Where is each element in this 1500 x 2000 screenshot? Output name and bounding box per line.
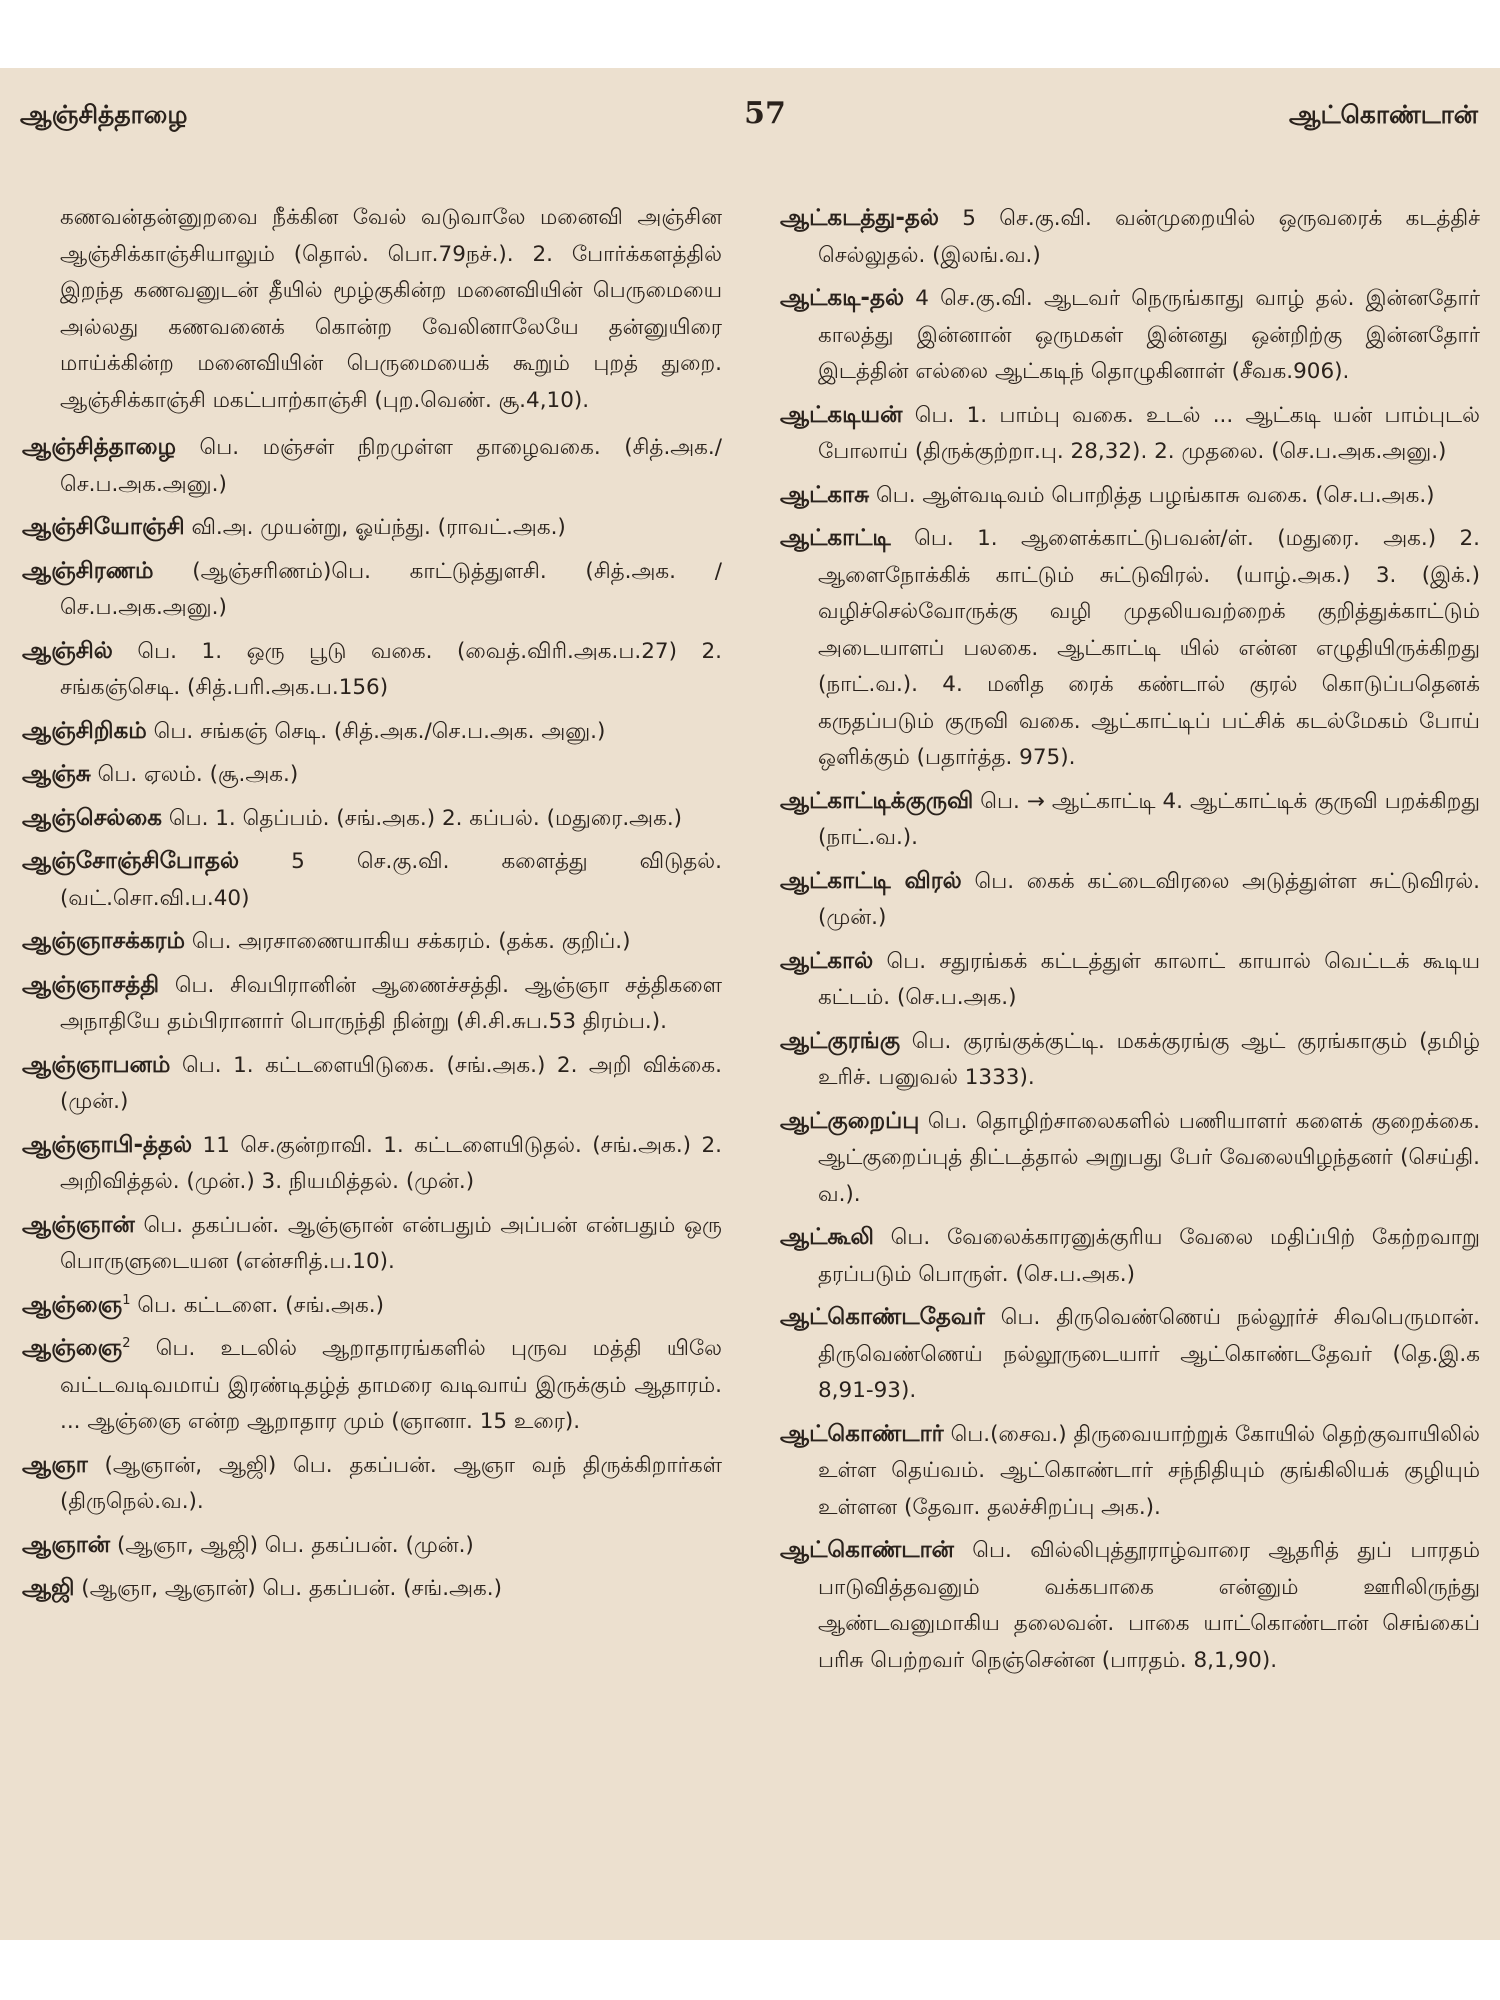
entry-definition: பெ. சங்கஞ் செடி. (சித்.அக./செ.ப.அக. அனு.) (146, 718, 606, 744)
entry-definition: வி.அ. முயன்று, ஓய்ந்து. (ராவட்.அக.) (184, 515, 566, 540)
dictionary-entry (22, 1330, 722, 1441)
entry-definition: பெ. 1. தெப்பம். (சங்.அக.) 2. கப்பல். (மதுரை.அக.) (162, 805, 683, 831)
entry-headword: ஆஞான் (22, 1531, 111, 1558)
dictionary-entry (22, 553, 722, 627)
dictionary-entry (22, 429, 722, 503)
entry-definition: பெ. திருவெண்ணெய் நல்லூர்ச் சிவபெருமான். திருவெண்ணெய் நல்லூருடையார் ஆட்கொண்டதேவர் (தெ.இ.க 8,91-93). (818, 1305, 1480, 1403)
entry-definition: பெ. ஏலம். (சூ.அக.) (90, 762, 299, 787)
entry-definition: பெ. 1. பாம்பு வகை. உடல் ... ஆட்கடி யன் பாம்புடல் போலாய் (திருக்குற்றா.பு. 28,32). 2. முதலை. (செ.ப.அக.அனு.) (818, 402, 1480, 464)
entry-definition: பெ. → ஆட்காட்டி 4. ஆட்காட்டிக் குருவி பறக்கிறது (நாட்.வ.). (818, 788, 1480, 850)
entry-headword: ஆட்காசு (780, 481, 870, 508)
entry-definition: (ஆஞா, ஆஞான்) பெ. தகப்பன். (சங்.அக.) (74, 1576, 502, 1601)
continued-entry-text: கணவன்தன்னுறவை நீக்கின வேல் வடுவாலே மனைவி அஞ்சின ஆஞ்சிக்காஞ்சியாலும் (தொல். பொ.79நச்.). 2. போர்க்களத்தில் இறந்த கணவனுடன் தீயில் மூழ்குகின்ற மனைவியின் பெருமையை அல்லது கணவனைக் கொன்ற வேலினாலேயே தன்னுயிரை மாய்க்கின்ற மனைவியின் பெருமையைக் கூறும் புறத் துறை. ஆஞ்சிக்காஞ்சி மகட்பாற்காஞ்சி (புற.வெண். சூ.4,10). (60, 205, 722, 413)
entry-headword: ஆட்காட்டிக்குருவி (780, 787, 974, 814)
entry-definition: 11 செ.குன்றாவி. 1. கட்டளையிடுதல். (சங்.அக.) 2. அறிவித்தல். (முன்.) 3. நியமித்தல். (முன்.) (60, 1132, 722, 1194)
dictionary-entry (780, 477, 1480, 515)
entry-headword: ஆட்கொண்டதேவர் (780, 1304, 985, 1330)
entry-definition: (ஆஞா, ஆஜி) பெ. தகப்பன். (முன்.) (110, 1532, 474, 1558)
entry-headword: ஆட்கொண்டார் (780, 1420, 944, 1447)
dictionary-entry (780, 1299, 1480, 1410)
entry-definition: பெ. 1. ஒரு பூடு வகை. (வைத்.விரி.அக.ப.27) 2. சங்கஞ்செடி. (சித்.பரி.அக.ப.156) (60, 638, 722, 700)
entry-headword: ஆட்காட்டி (780, 525, 891, 551)
entry-definition: பெ. தொழிற்சாலைகளில் பணியாளர் களைக் குறைக்கை. ஆட்குறைப்புத் திட்டத்தால் அறுபது பேர் வேலையிழந்தனர் (செய்தி. வ.). (818, 1108, 1480, 1207)
dictionary-entry (22, 923, 722, 961)
entry-headword: ஆஞ்சிறிகம் (22, 717, 147, 744)
entry-headword: ஆட்கூலி (780, 1224, 874, 1250)
entry-headword: ஆட்குரங்கு (780, 1027, 901, 1054)
entry-headword: ஆஞ்ஞான் (22, 1211, 135, 1238)
entry-headword: ஆஞ்சில் (22, 637, 113, 664)
entry-headword: ஆஞ்ஞை (22, 1291, 123, 1318)
entry-headword: ஆஞ்ஞாசக்கரம் (22, 928, 186, 954)
entry-headword: ஆட்கொண்டான் (780, 1537, 954, 1563)
entry-definition: பெ. கைக் கட்டைவிரலை அடுத்துள்ள சுட்டுவிரல். (முன்.) (818, 868, 1480, 930)
entry-headword: ஆட்கால் (780, 947, 874, 974)
entry-definition: பெ. வில்லிபுத்தூராழ்வாரை ஆதரித் துப் பாரதம் பாடுவித்தவனும் வக்கபாகை என்னும் ஊரிலிருந்து ஆண்டவனுமாகிய தலைவன். பாகை யாட்கொண்டான் செங்கைப் பரிசு பெற்றவர் நெஞ்சென்ன (பாரதம். 8,1,90). (818, 1538, 1480, 1673)
running-head (0, 96, 1500, 150)
entry-definition: பெ. வேலைக்காரனுக்குரிய வேலை மதிப்பிற் கேற்றவாறு தரப்படும் பொருள். (செ.ப.அக.) (818, 1225, 1480, 1287)
dictionary-entry (22, 756, 722, 794)
entry-headword: ஆஞ்செல்கை (22, 804, 162, 831)
dictionary-entry (22, 1047, 722, 1121)
dictionary-entry (22, 1570, 722, 1608)
entry-headword: ஆஞ்சித்தாழை (22, 434, 177, 460)
last-headword-guide: ஆட்கொண்டான் (1288, 100, 1478, 129)
entry-headword: ஆஞா (22, 1451, 88, 1478)
entry-definition: பெ. 1. கட்டளையிடுகை. (சங்.அக.) 2. அறி விக்கை. (முன்.) (60, 1052, 722, 1114)
entry-headword: ஆட்கடத்து-தல் (780, 205, 939, 231)
entry-definition: பெ. அரசாணையாகிய சக்கரம். (தக்க. குறிப்.) (185, 929, 631, 954)
entry-definition: பெ. சிவபிரானின் ஆணைச்சத்தி. ஆஞ்ஞா சத்திகளை அநாதியே தம்பிரானார் பொருந்தி நின்று (சி.சி.சுப.53 திரம்ப.). (60, 972, 722, 1034)
dictionary-entry (22, 800, 722, 838)
dictionary-entry (780, 863, 1480, 937)
page-number: 57 (744, 96, 786, 131)
entry-definition: பெ. கட்டளை. (சங்.அக.) (130, 1292, 385, 1318)
dictionary-entry (780, 1023, 1480, 1097)
dictionary-entry (780, 200, 1480, 274)
entry-headword: ஆஞ்ஞாபி-த்தல் (22, 1131, 193, 1158)
dictionary-entry (780, 783, 1480, 857)
dictionary-entry (22, 843, 722, 917)
entry-headword: ஆட்கடியன் (780, 401, 903, 428)
dictionary-entry (22, 1447, 722, 1521)
entry-headword: ஆஞ்ஞாசத்தி (22, 971, 160, 998)
entry-definition: 5 செ.கு.வி. வன்முறையில் ஒருவரைக் கடத்திச் செல்லுதல். (இலங்.வ.) (818, 206, 1480, 268)
dictionary-entry (780, 1532, 1480, 1679)
entry-headword: ஆட்கடி-தல் (780, 285, 905, 311)
homonym-number: 2 (122, 1335, 131, 1351)
entry-definition: பெ. சதுரங்கக் கட்டத்துள் காலாட் காயால் வெட்டக் கூடிய கட்டம். (செ.ப.அக.) (818, 948, 1480, 1010)
entry-headword: ஆஞ்ஞை (22, 1335, 123, 1361)
dictionary-entry (780, 1416, 1480, 1527)
entry-headword: ஆஞ்சிரணம் (22, 557, 154, 584)
dictionary-page (0, 68, 1500, 1940)
entry-definition: பெ. உடலில் ஆறாதாரங்களில் புருவ மத்தி யிலே வட்டவடிவமாய் இரண்டிதழ்த் தாமரை வடிவாய் இருக்கும் ஆதாரம். ... ஆஞ்ஞை என்ற ஆறாதார மும் (ஞானா. 15 உரை). (60, 1336, 722, 1434)
entry-definition: பெ. குரங்குக்குட்டி. மகக்குரங்கு ஆட் குரங்காகும் (தமிழ் உரிச். பனுவல் 1333). (818, 1028, 1480, 1090)
dictionary-entry (22, 1527, 722, 1565)
entry-headword: ஆட்குறைப்பு (780, 1107, 920, 1134)
dictionary-entry (780, 943, 1480, 1017)
entry-headword: ஆஜி (22, 1575, 75, 1601)
dictionary-entry (22, 1127, 722, 1201)
dictionary-entry (780, 280, 1480, 391)
entry-headword: ஆஞ்சோஞ்சிபோதல் (22, 848, 240, 874)
dictionary-entry (22, 633, 722, 707)
entry-definition: 5 செ.கு.வி. களைத்து விடுதல். (வட்.சொ.வி.ப.40) (60, 849, 722, 911)
dictionary-entry (22, 713, 722, 751)
dictionary-entry (780, 1219, 1480, 1293)
entry-headword: ஆஞ்சியோஞ்சி (22, 514, 185, 540)
entry-definition: பெ.(சைவ.) திருவையாற்றுக் கோயில் தெற்குவாயிலில் உள்ள தெய்வம். ஆட்கொண்டார் சந்நிதியும் குங்கிலியக் குழியும் உள்ளன (தேவா. தலச்சிறப்பு அக.). (818, 1421, 1480, 1520)
dictionary-entry (780, 520, 1480, 777)
right-column (780, 200, 1480, 1685)
entry-definition: பெ. மஞ்சள் நிறமுள்ள தாழைவகை. (சித்.அக./செ.ப.அக.அனு.) (60, 435, 722, 497)
dictionary-entry (22, 1287, 722, 1325)
dictionary-entry (22, 1207, 722, 1281)
entry-headword: ஆஞ்ஞாபனம் (22, 1051, 171, 1078)
homonym-number: 1 (122, 1292, 131, 1308)
entry-definition: பெ. ஆள்வடிவம் பொறித்த பழங்காசு வகை. (செ.ப.அக.) (869, 482, 1435, 508)
entry-headword: ஆட்காட்டி விரல் (780, 867, 962, 894)
entry-definition: (ஆஞான், ஆஜி) பெ. தகப்பன். ஆஞா வந் திருக்கிறார்கள் (திருநெல்.வ.). (60, 1452, 722, 1514)
entry-definition: (ஆஞ்சரிணம்)பெ. காட்டுத்துளசி. (சித்.அக. /செ.ப.அக.அனு.) (60, 558, 722, 620)
entry-definition: 4 செ.கு.வி. ஆடவர் நெருங்காது வாழ் தல். இன்னதோர் காலத்து இன்னான் ஒருமகள் இன்னது ஒன்றிற்கு இன்னதோர் இடத்தின் எல்லை ஆட்கடிந் தொழுகினாள் (சீவக.906). (818, 286, 1480, 384)
dictionary-entry (780, 1103, 1480, 1214)
entry-definition: பெ. தகப்பன். ஆஞ்ஞான் என்பதும் அப்பன் என்பதும் ஒரு பொருளுடையன (என்சரித்.ப.10). (60, 1212, 722, 1274)
dictionary-entry (22, 509, 722, 547)
first-headword-guide: ஆஞ்சித்தாழை (20, 100, 188, 129)
entry-definition: பெ. 1. ஆளைக்காட்டுபவன்/ள். (மதுரை. அக.) 2. ஆளைநோக்கிக் காட்டும் சுட்டுவிரல். (யாழ்.அக.) 3. (இக்.) வழிச்செல்வோருக்கு வழி முதலியவற்றைக் குறித்துக்காட்டும் அடையாளப் பலகை. ஆட்காட்டி யில் என்ன எழுதியிருக்கிறது (நாட்.வ.). 4. மனித ரைக் கண்டால் குரல் கொடுப்பதெனக் கருதப்படும் குருவி வகை. ஆட்காட்டிப் பட்சிக் கடல்மேகம் போய் ஒளிக்கும் (பதார்த்த. 975). (818, 526, 1480, 770)
dictionary-entry (22, 967, 722, 1041)
dictionary-entry (780, 397, 1480, 471)
left-column (22, 200, 722, 1614)
entry-headword: ஆஞ்சு (22, 761, 91, 787)
